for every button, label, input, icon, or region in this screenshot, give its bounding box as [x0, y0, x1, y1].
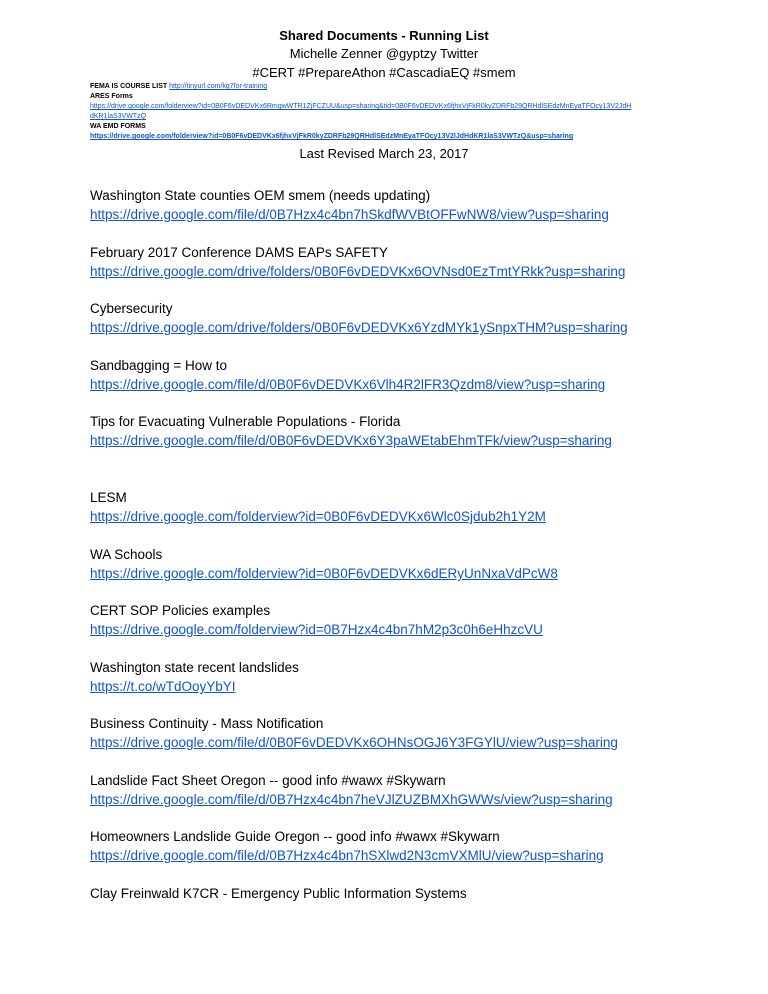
- list-item: [90, 488, 730, 526]
- ares-label-line: [90, 92, 690, 102]
- entry-title: Clay Freinwald K7CR - Emergency Public Information Systems: [90, 886, 467, 901]
- last-revised: Last Revised March 23, 2017: [299, 146, 469, 161]
- entry-title: Washington State counties OEM smem (needs updating): [90, 188, 431, 203]
- wa-emd-label-line: [90, 122, 690, 132]
- ares-link-continued[interactable]: dKR1laS3VWTzQ: [90, 113, 147, 120]
- fema-link[interactable]: http://tinyurl.com/kg7for-training: [169, 83, 268, 90]
- entry-title: Homeowners Landslide Guide Oregon -- good info #wawx #Skywarn: [90, 829, 500, 844]
- list-item: [90, 601, 730, 639]
- list-item: [90, 412, 730, 450]
- entry-title: Business Continuity - Mass Notification: [90, 716, 324, 731]
- fema-label: FEMA IS COURSE LIST: [90, 83, 168, 90]
- fema-course-note: [90, 82, 690, 92]
- entry-title: LESM: [90, 490, 127, 505]
- entry-link[interactable]: https://drive.google.com/folderview?id=0B7Hzx4c4bn7hM2p3c0h6eHhzcVU: [90, 622, 543, 637]
- entry-title: February 2017 Conference DAMS EAPs SAFETY: [90, 245, 388, 260]
- entry-title: Tips for Evacuating Vulnerable Populations - Florida: [90, 414, 401, 429]
- list-item: [90, 714, 730, 752]
- entry-link[interactable]: https://drive.google.com/file/d/0B0F6vDEDVKx6OHNsOGJ6Y3FGYlU/view?usp=sharing: [90, 735, 618, 750]
- author-line: Michelle Zenner @gyptzy Twitter: [289, 46, 479, 61]
- entry-title: CERT SOP Policies examples: [90, 603, 271, 618]
- list-item: [90, 186, 730, 224]
- entry-link[interactable]: https://drive.google.com/file/d/0B7Hzx4c4bn7heVJlZUZBMXhGWWs/view?usp=sharing: [90, 792, 613, 807]
- document-title: Shared Documents - Running List: [279, 28, 489, 43]
- entry-link[interactable]: https://t.co/wTdOoyYbYI: [90, 679, 236, 694]
- wa-emd-label: WA EMD FORMS: [90, 123, 146, 130]
- list-item: [90, 884, 730, 903]
- entry-link[interactable]: https://drive.google.com/file/d/0B7Hzx4c4bn7hSXlwd2N3cmVXMlU/view?usp=sharing: [90, 848, 604, 863]
- hashtags-line: #CERT #PrepareAthon #CascadiaEQ #smem: [252, 65, 516, 80]
- list-item: [90, 827, 730, 865]
- entry-title: Landslide Fact Sheet Oregon -- good info #wawx #Skywarn: [90, 773, 446, 788]
- entry-link[interactable]: https://drive.google.com/file/d/0B0F6vDEDVKx6Vlh4R2lFR3Qzdm8/view?usp=sharing: [90, 377, 606, 392]
- list-item: [90, 243, 730, 281]
- wa-emd-link-line: [90, 132, 690, 142]
- entry-link[interactable]: https://drive.google.com/folderview?id=0B0F6vDEDVKx6dERyUnNxaVdPcW8: [90, 566, 558, 581]
- list-item: [90, 771, 730, 809]
- entry-link[interactable]: https://drive.google.com/folderview?id=0B0F6vDEDVKx6Wlc0Sjdub2h1Y2M: [90, 509, 546, 524]
- ares-link[interactable]: https://drive.google.com/folderview?id=0B0F6vDEDVKx6RmgwWTR1ZjFCZUU&usp=sharing&tid=0B0F6vDEDVKx6fjhxVjFkR0kyZDRFb29QRHdlSEdzMnEyaTFOcy13V2JdH: [90, 103, 632, 110]
- entry-link[interactable]: https://drive.google.com/drive/folders/0B0F6vDEDVKx6YzdMYk1ySnpxTHM?usp=sharing: [90, 320, 628, 335]
- entry-link[interactable]: https://drive.google.com/file/d/0B0F6vDEDVKx6Y3paWEtabEhmTFk/view?usp=sharing: [90, 433, 612, 448]
- list-item: [90, 356, 730, 394]
- entry-title: Washington state recent landslides: [90, 660, 299, 675]
- entry-link[interactable]: https://drive.google.com/drive/folders/0B0F6vDEDVKx6OVNsd0EzTmtYRkk?usp=sharing: [90, 264, 626, 279]
- entry-title: Sandbagging = How to: [90, 358, 227, 373]
- list-item: [90, 658, 730, 696]
- list-item: [90, 545, 730, 583]
- ares-link-line1: [90, 102, 690, 112]
- entry-title: WA Schools: [90, 547, 163, 562]
- list-item: [90, 299, 730, 337]
- wa-emd-link[interactable]: https://drive.google.com/folderview?id=0B0F6vDEDVKx6fjhxVjFkR0kyZDRFb29QRHdlSEdzMnEyaTFOcy13V2lJdHdKR1laS3VWTzQ&usp=sharing: [90, 133, 574, 140]
- entry-title: Cybersecurity: [90, 301, 173, 316]
- ares-label: ARES Forms: [90, 93, 133, 100]
- entry-link[interactable]: https://drive.google.com/file/d/0B7Hzx4c4bn7hSkdfWVBtOFFwNW8/view?usp=sharing: [90, 207, 609, 222]
- ares-link-line2: [90, 112, 690, 122]
